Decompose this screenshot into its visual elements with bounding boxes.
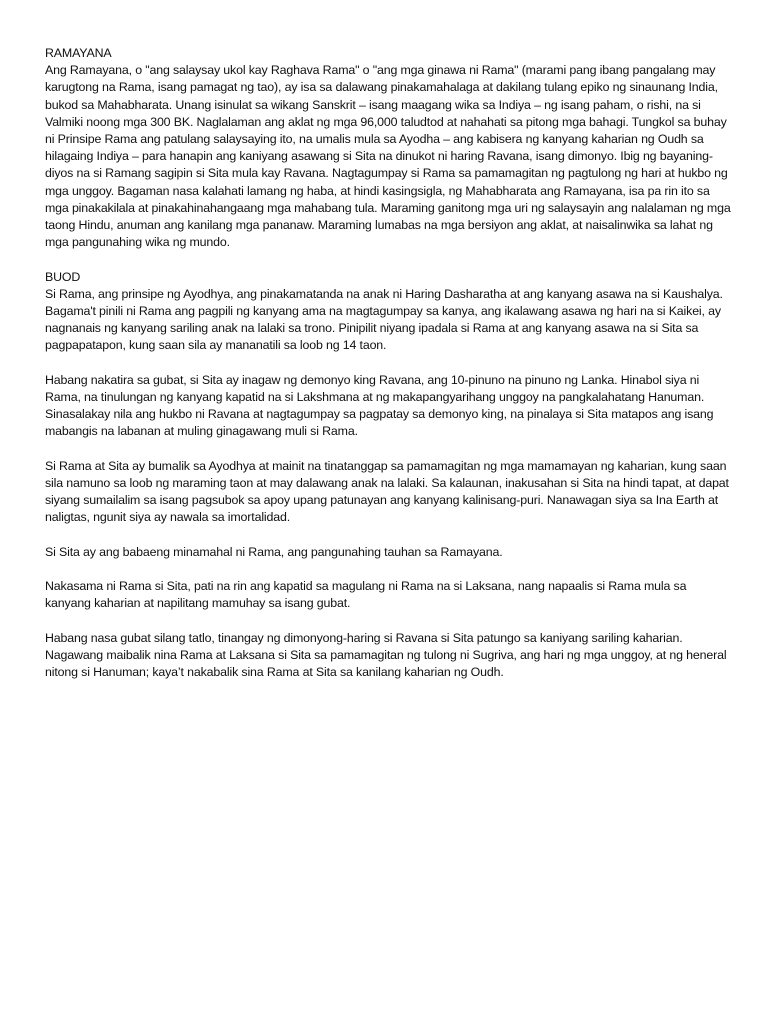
paragraph: Habang nakatira sa gubat, si Sita ay inagaw ng demonyo king Ravana, ang 10-pinuno na pinuno ng Lanka. Hinabol siya ni Rama, na tinulungan ng kanyang kapatid na si Lakshmana at ng makapangyarihang unggoy na pangkalahatang Hanuman. Sinasalakay nila ang hukbo ni Ravana at nagtagumpay sa pagpatay sa demonyo king, na pinalaya si Sita matapos ang isang mabangis na labanan at muling ginagawang muli si Rama. bbox=[45, 372, 714, 439]
section-title-buod: BUOD bbox=[45, 269, 81, 284]
section-buod bbox=[45, 269, 735, 682]
document-page bbox=[45, 45, 735, 699]
section-ramayana bbox=[45, 45, 735, 251]
paragraph: Si Rama, ang prinsipe ng Ayodhya, ang pinakamatanda na anak ni Haring Dasharatha at ang kanyang asawa na si Kaushalya. Bagama't pinili ni Rama ang pagpili ng kanyang ama na magtagumpay sa kanya, ang ikalawang asawa ng hari na si Kaikei, ay nagnanais ng kanyang sariling anak na lalaki sa trono. Pinipilit niyang ipadala si Rama at ang kanyang asawa na si Sita sa pagpapatapon, kung saan sila ay mananatili sa loob ng 14 taon. bbox=[45, 286, 723, 353]
paragraph: Ang Ramayana, o "ang salaysay ukol kay Raghava Rama" o "ang mga ginawa ni Rama" (marami pang ibang pangalang may karugtong na Rama, isang pamagat ng tao), ay isa sa dalawang pinakamahalaga at dakilang tulang epiko ng sinaunang India, bukod sa Mahabharata. Unang isinulat sa wikang Sanskrit – isang maagang wika sa Indiya – ng isang paham, o rishi, na si Valmiki noong mga 300 BK. Naglalaman ang aklat ng mga 96,000 taludtod at nahahati sa pitong mga bahagi. Tungkol sa buhay ni Prinsipe Rama ang patulang salaysaying ito, na umalis mula sa Ayodha – ang kabisera ng kanyang kaharian ng Oudh sa hilagaing Indiya – para hanapin ang kaniyang asawang si Sita na dinukot ni haring Ravana, isang dimonyo. Ibig ng bayaning-diyos na si Ramang sagipin si Sita mula kay Ravana. Nagtagumpay si Rama sa pamamagitan ng pagtulong ng hari at hukbo ng mga unggoy. Bagaman nasa kalahati lamang ng haba, at hindi kasingsigla, ng Mahabharata ang Ramayana, isa pa rin ito sa mga pinakakilala at pinakahinahangaang mga mahabang tula. Maraming ganitong mga uri ng salaysayin ang nalalaman ng mga taong Hindu, anuman ang kanilang mga pananaw. Maraming lumabas na mga bersiyon ang aklat, at naisalinwika sa lahat ng mga pangunahing wika ng mundo. bbox=[45, 63, 731, 250]
paragraph: Si Rama at Sita ay bumalik sa Ayodhya at mainit na tinatanggap sa pamamagitan ng mga mamamayan ng kaharian, kung saan sila namuno sa loob ng maraming taon at may dalawang anak na lalaki. Sa kalaunan, inakusahan si Sita na hindi tapat, at dapat siyang sumailalim sa isang pagsubok sa apoy upang patunayan ang kanyang kalinisang-puri. Nanawagan siya sa Ina Earth at naligtas, ngunit siya ay nawala sa imortalidad. bbox=[45, 458, 729, 525]
paragraph: Habang nasa gubat silang tatlo, tinangay ng dimonyong-haring si Ravana si Sita patungo sa kaniyang sariling kaharian. Nagawang maibalik nina Rama at Laksana si Sita sa pamamagitan ng tulong ni Sugriva, ang hari ng mga unggoy, at ng heneral nitong si Hanuman; kaya’t nakabalik sina Rama at Sita sa kanilang kaharian ng Oudh. bbox=[45, 630, 727, 680]
paragraph: Nakasama ni Rama si Sita, pati na rin ang kapatid sa magulang ni Rama na si Laksana, nang napaalis si Rama mula sa kanyang kaharian at napilitang mamuhay sa isang gubat. bbox=[45, 579, 687, 611]
paragraph: Si Sita ay ang babaeng minamahal ni Rama, ang pangunahing tauhan sa Ramayana. bbox=[45, 544, 503, 559]
section-title-ramayana: RAMAYANA bbox=[45, 46, 112, 60]
